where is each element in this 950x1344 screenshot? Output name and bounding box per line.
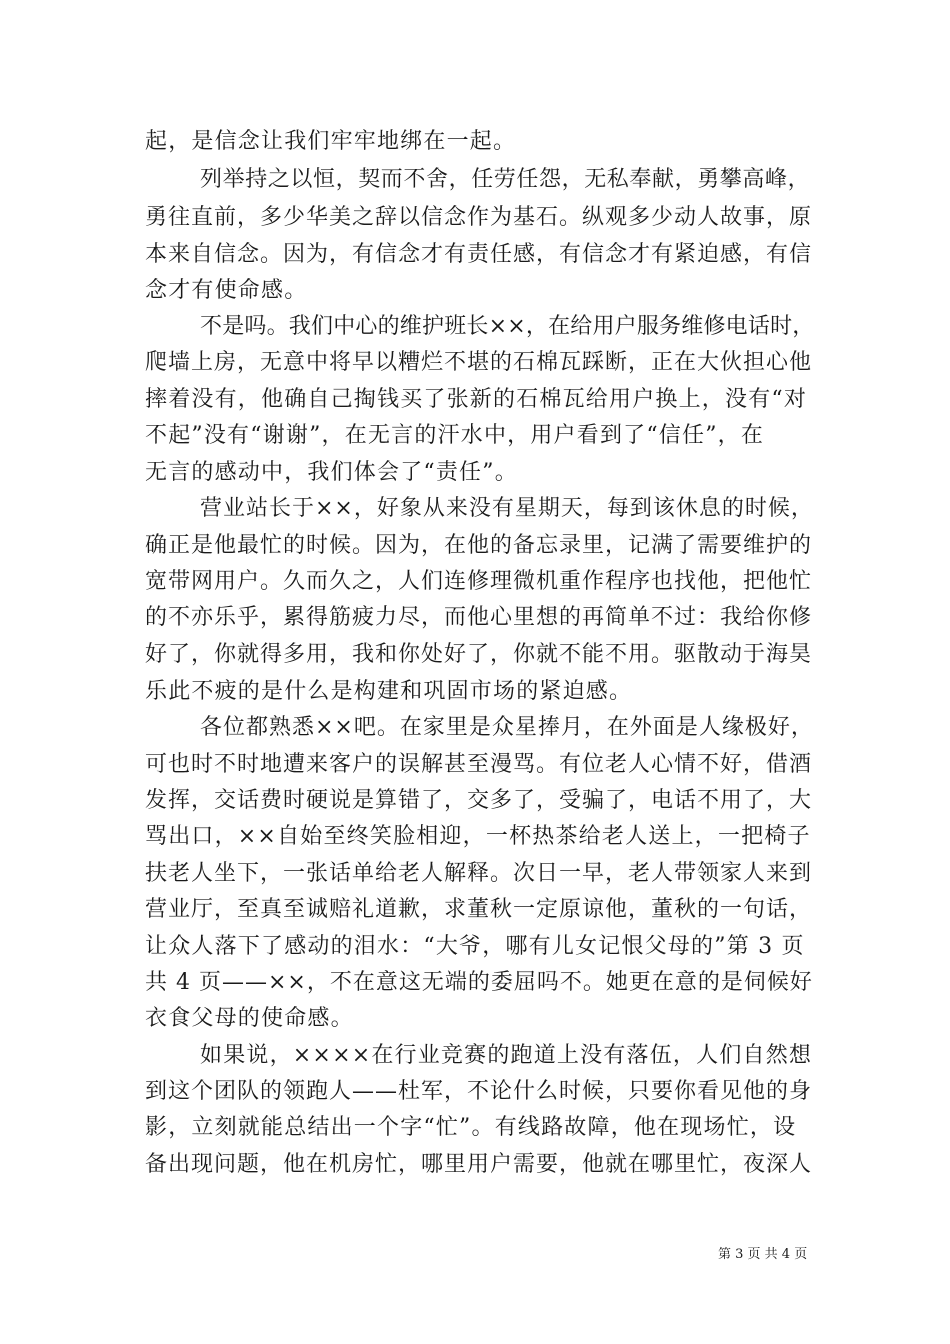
- text-line: 扶老人坐下，一张话单给老人解释。次日一早，老人带领家人来到: [145, 861, 813, 886]
- text-line: 衣食父母的使命感。: [145, 1006, 354, 1031]
- text-line: 让众人落下了感动的泪水：“大爷，哪有儿女记恨父母的”第 3 页: [145, 934, 805, 959]
- text-line: 如果说，××××在行业竞赛的跑道上没有落伍，人们自然想: [200, 1043, 813, 1068]
- text-line: 确正是他最忙的时候。因为，在他的备忘录里，记满了需要维护的: [145, 533, 813, 558]
- text-line: 可也时不时地遭来客户的误解甚至漫骂。有位老人心情不好，借酒: [145, 752, 813, 777]
- text-line: 勇往直前，多少华美之辞以信念作为基石。纵观多少动人故事，原: [145, 205, 813, 230]
- text-line: 无言的感动中，我们体会了“责任”。: [145, 460, 518, 485]
- text-line: 乐此不疲的是什么是构建和巩固市场的紧迫感。: [145, 679, 633, 704]
- text-line: 备出现问题，他在机房忙，哪里用户需要，他就在哪里忙，夜深人: [145, 1152, 813, 1177]
- text-line: 营业厅，至真至诚赔礼道歉，求董秋一定原谅他，董秋的一句话，: [145, 897, 813, 922]
- text-line: 不起”没有“谢谢”，在无言的汗水中，用户看到了“信任”，在: [145, 423, 765, 448]
- text-line: 爬墙上房，无意中将早以糟烂不堪的石棉瓦踩断，正在大伙担心他: [145, 350, 813, 375]
- text-line: 起，是信念让我们牢牢地绑在一起。: [145, 129, 517, 154]
- text-line: 宽带网用户。久而久之，人们连修理微机重作程序也找他，把他忙: [145, 569, 813, 594]
- text-line: 不是吗。我们中心的维护班长××，在给用户服务维修电话时，: [200, 314, 815, 339]
- text-line: 发挥，交话费时硬说是算错了，交多了，受骗了，电话不用了，大: [145, 788, 813, 813]
- text-line: 列举持之以恒，契而不舍，任劳任怨，无私奉献，勇攀高峰，: [200, 167, 811, 192]
- text-line: 骂出口，××自始至终笑脸相迎，一杯热茶给老人送上，一把椅子: [145, 824, 811, 849]
- text-line: 各位都熟悉××吧。在家里是众星捧月，在外面是人缘极好，: [200, 715, 814, 740]
- text-line: 的不亦乐乎，累得筋疲力尽，而他心里想的再简单不过：我给你修: [145, 605, 813, 630]
- text-line: 本来自信念。因为，有信念才有责任感，有信念才有紧迫感，有信: [145, 242, 813, 267]
- text-line: 共 4 页——××，不在意这无端的委屈吗不。她更在意的是伺候好: [145, 970, 813, 995]
- text-line: 摔着没有，他确自己掏钱买了张新的石棉瓦给用户换上，没有“对: [145, 387, 808, 412]
- text-line: 到这个团队的领跑人——杜军，不论什么时候，只要你看见他的身: [145, 1079, 813, 1104]
- text-line: 影，立刻就能总结出一个字“忙”。有线路故障，他在现场忙，设: [145, 1115, 797, 1140]
- text-line: 念才有使命感。: [145, 278, 308, 303]
- page-number: 第 3 页 共 4 页: [718, 1247, 808, 1262]
- text-line: 好了，你就得多用，我和你处好了，你就不能不用。驱散动于海昊: [145, 642, 813, 667]
- text-line: 营业站长于××，好象从来没有星期天，每到该休息的时候，: [200, 496, 814, 521]
